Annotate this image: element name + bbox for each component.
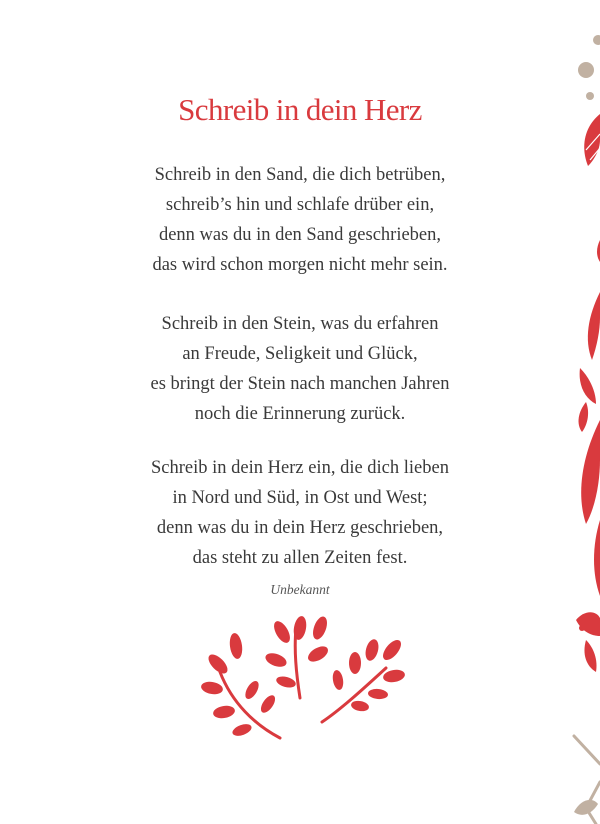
poem-title: Schreib in dein Herz (178, 92, 422, 127)
poem-line: es bringt der Stein nach manchen Jahren (150, 374, 450, 394)
poem-line: noch die Erinnerung zurück. (194, 404, 406, 424)
poem-line: Schreib in den Stein, was du erfahren (161, 314, 439, 334)
poem-line: schreib’s hin und schlafe drüber ein, (165, 195, 435, 215)
poem-author: Unbekannt (270, 582, 330, 597)
poem-line: denn was du in den Sand geschrieben, (158, 225, 442, 245)
poem-line: an Freude, Seligkeit und Glück, (182, 344, 418, 364)
poem-line: Schreib in dein Herz ein, die dich lieben (151, 458, 449, 478)
poem-line: in Nord und Süd, in Ost und West; (172, 488, 428, 508)
poem-line: denn was du in dein Herz geschrieben, (156, 518, 444, 538)
poem-line: das steht zu allen Zeiten fest. (192, 548, 408, 568)
poem-line: das wird schon morgen nicht mehr sein. (152, 255, 448, 275)
poem-line: Schreib in den Sand, die dich betrüben, (154, 165, 446, 185)
